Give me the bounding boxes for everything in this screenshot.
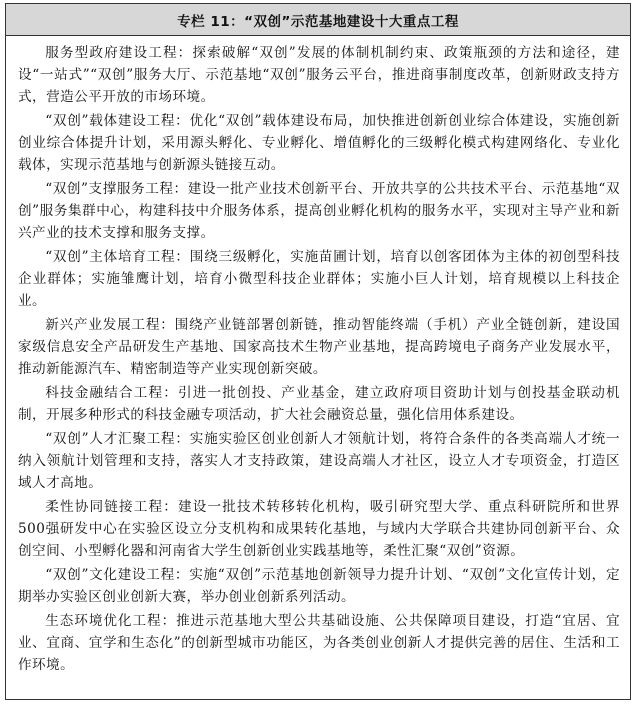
paragraph-subject-cultivation: “双创”主体培育工程：围绕三级孵化，实施苗圃计划，培育以创客团体为主体的初创型科技企业群体；实施雏鹰计划，培育小微型科技企业群体；实施小巨人计划，培育规模以上科技企业。 <box>18 249 620 309</box>
paragraph-ecological-environment: 生态环境优化工程：推进示范基地大型公共基础设施、公共保障项目建设，打造“宜居、宜业、宜商、宜学和生态化”的创新型城市功能区，为各类创业创新人才提供完善的居住、生活和工作环境。 <box>18 613 620 673</box>
box-header <box>6 4 630 36</box>
box-body <box>6 36 630 676</box>
paragraph-flexible-collaboration: 柔性协同链接工程：建设一批技术转移转化机构，吸引研究型大学、重点科研院所和世界500强研发中心在实验区设立分支机构和成果转化基地，与域内大学联合共建协同创新平台、众创空间、小型孵化器和河南省大学生创新创业实践基地等，柔性汇聚“双创”资源。 <box>18 499 620 559</box>
paragraph-carrier-construction: “双创”载体建设工程：优化“双创”载体建设布局，加快推进创新创业综合体建设，实施创新创业综合体提升计划，采用源头孵化、专业孵化、增值孵化的三级孵化模式构建网络化、专业化载体，实现示范基地与创新源头链接互动。 <box>18 113 620 173</box>
paragraph-tech-finance: 科技金融结合工程：引进一批创投、产业基金，建立政府项目资助计划与创投基金联动机制，开展多种形式的科技金融专项活动，扩大社会融资总量，强化信用体系建设。 <box>18 385 620 423</box>
paragraph-talent-gathering: “双创”人才汇聚工程：实施实验区创业创新人才领航计划，将符合条件的各类高端人才统一纳入领航计划管理和支持，落实人才支持政策，建设高端人才社区，设立人才专项资金，打造区域人才高地。 <box>18 431 620 491</box>
paragraph-emerging-industry: 新兴产业发展工程：围绕产业链部署创新链，推动智能终端（手机）产业全链创新，建设国家级信息安全产品研发生产基地、国家高技术生物产业基地，提高跨境电子商务产业发展水平，推动新能源汽车、精密制造等产业实现创新突破。 <box>18 317 620 377</box>
paragraph-support-service: “双创”支撑服务工程：建设一批产业技术创新平台、开放共享的公共技术平台、示范基地“双创”服务集群中心，构建科技中介服务体系，提高创业孵化机构的服务水平，实现对主导产业和新兴产业的技术支撑和服务支撑。 <box>18 181 620 241</box>
project-box <box>5 3 631 700</box>
box-title: 专栏 11：“双创”示范基地建设十大重点工程 <box>177 13 459 30</box>
paragraph-culture-construction: “双创”文化建设工程：实施“双创”示范基地创新领导力提升计划、“双创”文化宣传计划，定期举办实验区创业创新大赛，举办创业创新系列活动。 <box>18 567 620 605</box>
paragraph-service-government: 服务型政府建设工程：探索破解“双创”发展的体制机制约束、政策瓶颈的方法和途径，建设“一站式”“双创”服务大厅、示范基地“双创”服务云平台，推进商事制度改革，创新财政支持方式，营造公平开放的市场环境。 <box>18 45 620 105</box>
